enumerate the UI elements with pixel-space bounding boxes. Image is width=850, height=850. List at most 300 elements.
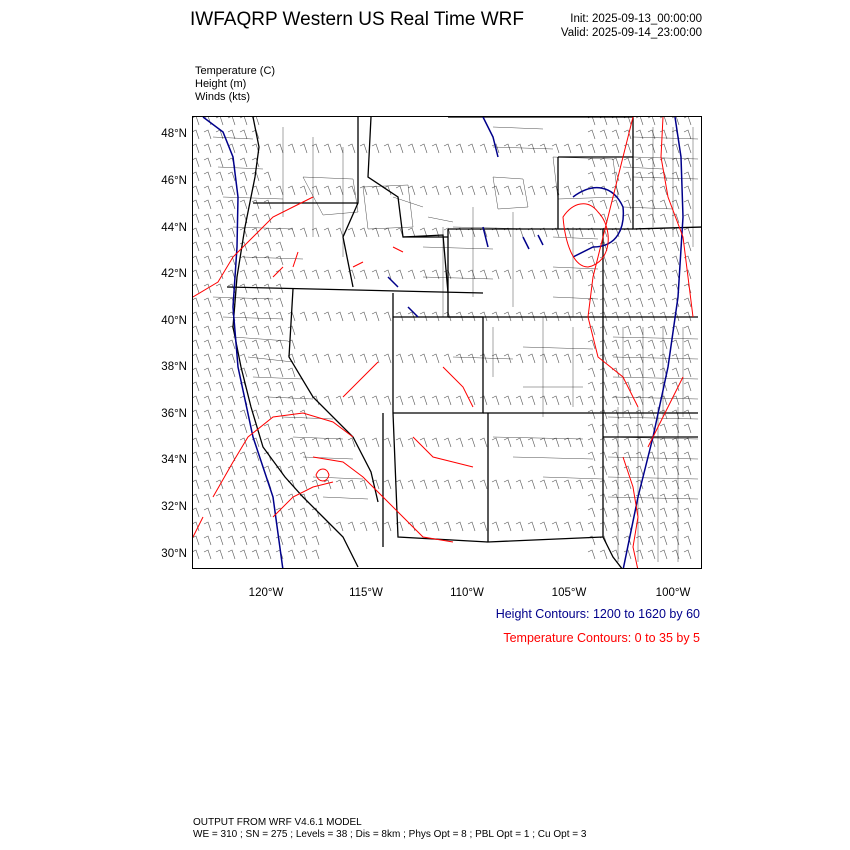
wind-barb	[576, 354, 583, 363]
wind-barb	[300, 522, 307, 531]
wind-barb	[252, 550, 259, 559]
wind-barb	[240, 130, 247, 139]
wind-barb	[600, 550, 607, 559]
wind-barb	[624, 508, 631, 517]
wind-barb	[432, 186, 439, 195]
lon-label-100: 100°W	[655, 587, 691, 599]
wind-barb	[468, 438, 475, 447]
wind-barb	[636, 368, 643, 377]
wind-barb	[684, 172, 691, 181]
wind-barb	[384, 354, 391, 363]
wind-barb	[216, 382, 223, 391]
wind-barb	[672, 270, 679, 279]
wind-barb	[660, 298, 667, 307]
wind-barb	[324, 312, 331, 321]
wind-barb	[636, 158, 643, 167]
wind-barb	[684, 228, 691, 237]
wind-barb	[216, 117, 223, 125]
wind-barb	[264, 410, 271, 419]
wind-barb	[684, 144, 691, 153]
wind-barb	[228, 340, 235, 349]
wind-barb	[600, 172, 607, 181]
wind-barb	[228, 508, 235, 517]
wind-barb	[648, 508, 655, 517]
wind-barb	[252, 298, 259, 307]
wind-barb	[336, 144, 343, 153]
wind-barb	[288, 144, 295, 153]
wind-barb	[684, 466, 691, 475]
wind-barb	[624, 172, 631, 181]
wind-barb	[636, 396, 643, 405]
wind-barb	[456, 186, 463, 195]
wind-barb	[660, 438, 667, 447]
wind-barb	[648, 214, 655, 223]
wind-barb	[660, 480, 667, 489]
wind-barb	[264, 144, 271, 153]
wind-barb	[612, 340, 619, 349]
wind-barb	[624, 340, 631, 349]
wind-barb	[456, 396, 463, 405]
wind-barb	[240, 340, 247, 349]
wind-barb	[684, 550, 691, 559]
wind-barb	[193, 200, 199, 209]
wind-barb	[216, 508, 223, 517]
wind-barb	[384, 270, 391, 279]
wind-barb	[372, 396, 379, 405]
wind-barb	[528, 522, 535, 531]
wind-barb	[348, 354, 355, 363]
field-height: Height (m)	[195, 78, 247, 90]
wind-barb	[528, 186, 535, 195]
wind-barb	[648, 242, 655, 251]
wind-barb	[588, 130, 595, 139]
wind-barb	[240, 410, 247, 419]
wind-barb	[276, 242, 283, 251]
wind-barb	[492, 270, 499, 279]
wind-barb	[264, 550, 271, 559]
wind-barb	[612, 117, 619, 125]
wind-barb	[552, 480, 559, 489]
wind-barb	[240, 536, 247, 545]
wind-barb	[480, 186, 487, 195]
wind-barb	[204, 186, 211, 195]
lat-label-30: 30°N	[161, 548, 187, 560]
wind-barb	[648, 144, 655, 153]
wind-barb	[540, 438, 547, 447]
wind-barb	[252, 200, 259, 209]
wind-barb	[660, 550, 667, 559]
wind-barb	[612, 214, 619, 223]
map-panel	[192, 116, 702, 569]
wind-barb	[444, 144, 451, 153]
wind-barb	[193, 340, 199, 349]
wind-barb	[636, 466, 643, 475]
wind-barb	[193, 368, 199, 377]
wind-barb	[288, 508, 295, 517]
wind-barb	[516, 186, 523, 195]
wind-barb	[660, 214, 667, 223]
wind-barb	[480, 438, 487, 447]
wind-barb	[252, 354, 259, 363]
wind-barb	[684, 326, 691, 335]
wind-barb	[648, 340, 655, 349]
wind-barb	[660, 256, 667, 265]
wind-barb	[288, 424, 295, 433]
wind-barb	[360, 144, 367, 153]
wind-barb	[276, 452, 283, 461]
wind-barb	[636, 130, 643, 139]
wind-barb	[276, 382, 283, 391]
wind-barb	[396, 396, 403, 405]
wind-barb	[264, 242, 271, 251]
wind-barb	[193, 256, 199, 265]
wind-barb	[204, 326, 211, 335]
wind-barb	[372, 312, 379, 321]
wind-barb	[372, 228, 379, 237]
wind-barb	[504, 144, 511, 153]
wind-barb	[444, 354, 451, 363]
wind-barb	[552, 144, 559, 153]
wind-barb	[264, 312, 271, 321]
wind-barb	[193, 270, 199, 279]
wind-barb	[480, 270, 487, 279]
wind-barb	[504, 354, 511, 363]
wind-barb	[216, 340, 223, 349]
wind-barb	[588, 480, 595, 489]
wind-barb	[576, 480, 583, 489]
wind-barb	[636, 172, 643, 181]
wind-barb	[384, 312, 391, 321]
map-canvas	[193, 117, 702, 569]
wind-barb	[444, 480, 451, 489]
wind-barb	[396, 270, 403, 279]
wind-barb	[264, 396, 271, 405]
wind-barb	[300, 270, 307, 279]
wind-barb	[204, 452, 211, 461]
wind-barb	[288, 466, 295, 475]
wind-barb	[193, 536, 199, 545]
wind-barb	[684, 438, 691, 447]
wind-barb	[348, 480, 355, 489]
wind-barb	[240, 172, 247, 181]
wind-barb	[348, 186, 355, 195]
wind-barb	[408, 396, 415, 405]
wind-barb	[420, 354, 427, 363]
wind-barb	[588, 466, 595, 475]
wind-barb	[492, 480, 499, 489]
wind-barb	[360, 480, 367, 489]
wind-barb	[228, 228, 235, 237]
wind-barb	[204, 536, 211, 545]
wind-barb	[312, 550, 319, 559]
wind-barb	[660, 130, 667, 139]
wind-barb	[648, 298, 655, 307]
wind-barb	[240, 298, 247, 307]
wind-barb	[516, 270, 523, 279]
wind-barb	[300, 536, 307, 545]
wind-barb	[624, 354, 631, 363]
wind-barb	[588, 396, 595, 405]
wind-barb	[624, 326, 631, 335]
wind-barb	[193, 396, 199, 405]
wind-barb	[216, 228, 223, 237]
wind-barb	[228, 200, 235, 209]
wind-barb	[193, 214, 199, 223]
wind-barb	[660, 117, 667, 125]
wind-barb	[312, 270, 319, 279]
wind-barb	[288, 522, 295, 531]
wind-barb	[264, 200, 271, 209]
wind-barb	[564, 354, 571, 363]
wind-barb	[684, 536, 691, 545]
wind-barb	[216, 424, 223, 433]
wind-barb	[240, 326, 247, 335]
wind-barb	[204, 424, 211, 433]
wind-barb	[312, 536, 319, 545]
lon-label-110: 110°W	[450, 587, 484, 599]
wind-barb	[193, 410, 199, 419]
wind-barb	[636, 117, 643, 125]
wind-barb	[684, 200, 691, 209]
wind-barb	[204, 466, 211, 475]
wind-barb	[672, 256, 679, 265]
wind-barb	[552, 354, 559, 363]
wind-barb	[684, 410, 691, 419]
wind-barb	[612, 130, 619, 139]
wind-barb	[612, 270, 619, 279]
wind-barb	[636, 452, 643, 461]
wind-barb	[684, 158, 691, 167]
wind-barb	[636, 144, 643, 153]
wind-barb	[193, 550, 199, 559]
wind-barb	[684, 354, 691, 363]
wind-barb	[348, 396, 355, 405]
wind-barb	[276, 354, 283, 363]
wind-barb	[252, 340, 259, 349]
wind-barb	[360, 312, 367, 321]
wind-barb	[360, 270, 367, 279]
wind-barb	[276, 298, 283, 307]
wind-barb	[468, 354, 475, 363]
wind-barb	[684, 214, 691, 223]
wind-barb	[193, 144, 199, 153]
wind-barb	[228, 424, 235, 433]
wind-barb	[504, 480, 511, 489]
wind-barb	[492, 438, 499, 447]
wind-barb	[312, 312, 319, 321]
wind-barb	[636, 186, 643, 195]
wind-barb	[636, 382, 643, 391]
wind-barb	[252, 396, 259, 405]
wind-barb	[264, 424, 271, 433]
wind-barb	[636, 340, 643, 349]
wind-barb	[564, 186, 571, 195]
wind-barb	[636, 298, 643, 307]
wind-barb	[288, 550, 295, 559]
wind-barb	[240, 284, 247, 293]
wind-barb	[336, 312, 343, 321]
wind-barb	[264, 256, 271, 265]
wind-barb	[396, 438, 403, 447]
wind-barb	[252, 466, 259, 475]
wind-barb	[636, 326, 643, 335]
wind-barb	[336, 522, 343, 531]
wind-barb	[348, 228, 355, 237]
wind-barb	[216, 410, 223, 419]
wind-barb	[216, 522, 223, 531]
wind-barb	[456, 270, 463, 279]
wind-barb	[252, 508, 259, 517]
wind-barb	[528, 270, 535, 279]
wind-barb	[384, 144, 391, 153]
wind-barb	[276, 340, 283, 349]
wind-barb	[420, 480, 427, 489]
lat-label-36: 36°N	[161, 408, 187, 420]
wind-barb	[564, 480, 571, 489]
wind-barb	[648, 466, 655, 475]
wind-barb	[660, 536, 667, 545]
wind-barb	[240, 452, 247, 461]
wind-barb	[576, 396, 583, 405]
wind-barb	[408, 144, 415, 153]
wind-barb	[624, 480, 631, 489]
wind-barb	[612, 326, 619, 335]
wind-barb	[264, 186, 271, 195]
lat-label-40: 40°N	[161, 315, 187, 327]
wind-barb	[228, 396, 235, 405]
wind-barb	[240, 270, 247, 279]
wind-barb	[504, 396, 511, 405]
wind-barb	[612, 396, 619, 405]
wind-barb	[660, 242, 667, 251]
wind-barb	[588, 550, 595, 559]
wind-barb	[408, 270, 415, 279]
wind-barb	[492, 396, 499, 405]
wind-barb	[624, 256, 631, 265]
wind-barb	[348, 312, 355, 321]
wind-barb	[216, 186, 223, 195]
wind-barb	[193, 466, 199, 475]
wind-barb	[408, 480, 415, 489]
wind-barb	[552, 396, 559, 405]
wind-barb	[516, 354, 523, 363]
wind-barb	[600, 144, 607, 153]
wind-barb	[193, 438, 199, 447]
wind-barb	[288, 270, 295, 279]
wind-barb	[384, 438, 391, 447]
wind-barb	[636, 536, 643, 545]
wind-barb	[276, 368, 283, 377]
wind-barb	[360, 396, 367, 405]
wind-barb	[660, 466, 667, 475]
wind-barb	[588, 494, 595, 503]
wind-barb	[276, 186, 283, 195]
wind-barb	[300, 396, 307, 405]
wind-barb	[228, 550, 235, 559]
wind-barb	[264, 368, 271, 377]
wind-barb	[468, 522, 475, 531]
wind-barb	[600, 158, 607, 167]
wind-barb	[588, 354, 595, 363]
wind-barb	[504, 270, 511, 279]
wind-barb	[516, 396, 523, 405]
wind-barb	[648, 326, 655, 335]
wind-barb	[588, 522, 595, 531]
wind-barb	[276, 438, 283, 447]
wind-barb	[264, 522, 271, 531]
wind-barb	[432, 480, 439, 489]
wind-barb	[588, 172, 595, 181]
wind-barb	[384, 228, 391, 237]
wind-barb	[600, 117, 607, 125]
lat-label-46: 46°N	[161, 175, 187, 187]
wind-barb	[240, 508, 247, 517]
wind-barb	[228, 242, 235, 251]
wind-barb	[384, 522, 391, 531]
wind-barb	[588, 508, 595, 517]
wind-barb	[612, 256, 619, 265]
wind-barb	[408, 354, 415, 363]
wind-barb	[624, 158, 631, 167]
wind-barb	[684, 522, 691, 531]
wind-barb	[672, 368, 679, 377]
wind-barb	[684, 452, 691, 461]
wind-barb	[600, 130, 607, 139]
wind-barb	[336, 270, 343, 279]
wind-barb	[624, 214, 631, 223]
wind-barb	[300, 550, 307, 559]
wind-barb	[336, 480, 343, 489]
wind-barb	[528, 438, 535, 447]
wind-barb	[648, 228, 655, 237]
wind-barb	[216, 326, 223, 335]
wind-barb	[216, 396, 223, 405]
wind-barb	[300, 144, 307, 153]
wind-barb	[636, 242, 643, 251]
wind-barb	[228, 368, 235, 377]
wind-barb	[252, 242, 259, 251]
wind-barb	[193, 494, 199, 503]
lat-label-44: 44°N	[161, 222, 187, 234]
state-boundaries	[227, 117, 702, 569]
wind-barb	[348, 522, 355, 531]
wind-barb	[420, 396, 427, 405]
wind-barb	[480, 522, 487, 531]
wind-barb	[240, 522, 247, 531]
wind-barb	[588, 256, 595, 265]
wind-barb	[336, 228, 343, 237]
wind-barb	[276, 410, 283, 419]
wind-barb	[228, 494, 235, 503]
wind-barb	[396, 186, 403, 195]
wind-barb	[372, 522, 379, 531]
wind-barb	[193, 508, 199, 517]
wind-barb	[204, 158, 211, 167]
wind-barb	[576, 438, 583, 447]
wind-barb	[408, 228, 415, 237]
wind-barb	[193, 424, 199, 433]
wind-barb	[228, 270, 235, 279]
wind-barb	[624, 494, 631, 503]
wind-barb	[264, 494, 271, 503]
wind-barb	[564, 270, 571, 279]
wind-barb	[264, 172, 271, 181]
wind-barb	[588, 158, 595, 167]
wind-barb	[276, 424, 283, 433]
wind-barb	[204, 508, 211, 517]
wind-barb	[540, 396, 547, 405]
wind-barb	[193, 354, 199, 363]
